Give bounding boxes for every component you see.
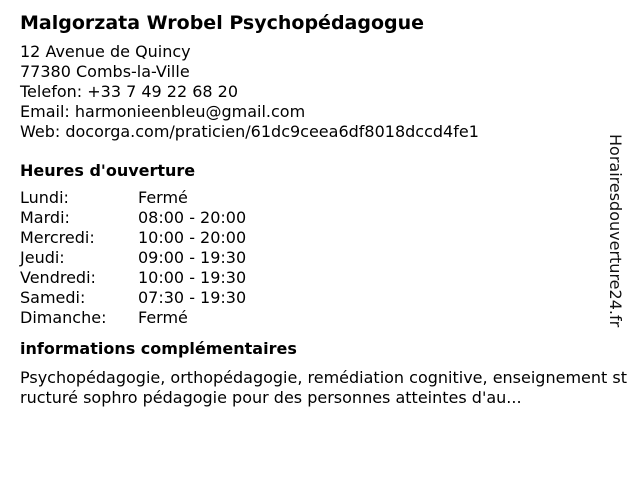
- hours-time: 10:00 - 19:30: [138, 268, 247, 287]
- phone-line: Telefon: +33 7 49 22 68 20: [20, 82, 239, 101]
- hours-day: Lundi:: [20, 188, 69, 207]
- address-line-2: 77380 Combs-la-Ville: [20, 62, 190, 81]
- hours-time: 07:30 - 19:30: [138, 288, 247, 307]
- info-text: Psychopédagogie, orthopédagogie, remédiation cognitive, enseignement structuré sophro pédagogie pour des personnes atteintes d'au...: [20, 368, 627, 407]
- business-info: [20, 10, 627, 408]
- hours-day: Dimanche:: [20, 308, 107, 327]
- brand-watermark: Horairesdouverture24.fr: [606, 134, 625, 328]
- hours-row-saturday: [20, 288, 620, 308]
- info-heading: informations complémentaires: [20, 339, 297, 358]
- hours-day: Jeudi:: [20, 248, 65, 267]
- hours-time: Fermé: [138, 308, 188, 327]
- hours-time: Fermé: [138, 188, 188, 207]
- hours-row-tuesday: [20, 208, 620, 228]
- contact-block: [20, 42, 620, 142]
- business-name: Malgorzata Wrobel Psychopédagogue: [20, 12, 425, 34]
- address-line-1: 12 Avenue de Quincy: [20, 42, 191, 61]
- hours-day: Mercredi:: [20, 228, 95, 247]
- email-line: Email: harmonieenbleu@gmail.com: [20, 102, 306, 121]
- hours-row-friday: [20, 268, 620, 288]
- hours-time: 10:00 - 20:00: [138, 228, 247, 247]
- hours-day: Vendredi:: [20, 268, 96, 287]
- hours-row-thursday: [20, 248, 620, 268]
- hours-day: Samedi:: [20, 288, 86, 307]
- hours-time: 09:00 - 19:30: [138, 248, 247, 267]
- web-line: Web: docorga.com/praticien/61dc9ceea6df8018dccd4fe1: [20, 122, 479, 141]
- hours-day: Mardi:: [20, 208, 70, 227]
- hours-time: 08:00 - 20:00: [138, 208, 247, 227]
- hours-row-sunday: [20, 308, 620, 328]
- hours-row-wednesday: [20, 228, 620, 248]
- hours-row-monday: [20, 188, 620, 208]
- hours-heading: Heures d'ouverture: [20, 161, 196, 180]
- hours-table: [20, 188, 620, 328]
